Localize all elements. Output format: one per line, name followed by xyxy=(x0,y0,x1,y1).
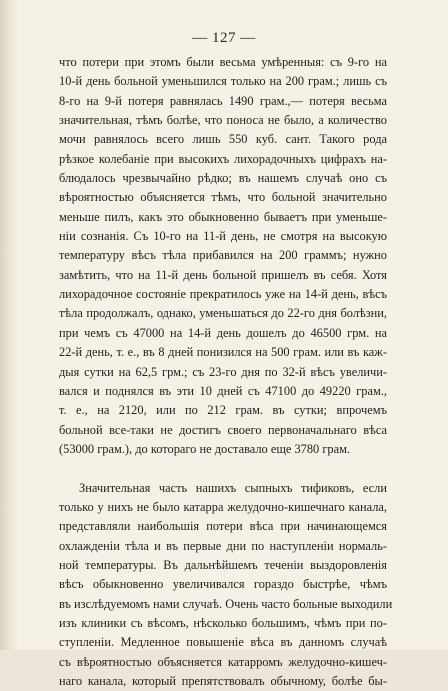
text-line: ной температуры. Въ дальнѣйшемъ теченіи выздоровленія xyxy=(59,557,387,572)
text-line: что потери при этомъ были весьма умѣренныя: съ 9-го на xyxy=(59,55,387,69)
body-text xyxy=(59,53,393,691)
text-line: наго канала, который препятствовалъ обычному, болѣе бы- xyxy=(59,674,387,688)
text-line: изъ клиники съ вѣсомъ, нѣсколько большимъ, чѣмъ при по- xyxy=(59,615,387,630)
page-number: — 127 — xyxy=(192,30,256,46)
text-line: охлажденіи тѣла и въ первые дни по наступленіи нормаль- xyxy=(59,538,387,553)
text-line: значительная, тѣмъ болѣе, что поноса не было, а количество xyxy=(59,113,387,128)
paragraph-1 xyxy=(59,53,387,459)
text-line: замѣтить, что на 11-й день больной пришелъ въ себя. Хотя xyxy=(59,267,387,282)
text-line: (53000 грам.), до котораго не доставало еще 3780 грам. xyxy=(59,441,351,456)
text-line: 10-й день больной уменьшился только на 200 грам.; лишь съ xyxy=(59,74,387,89)
text-line: дыя сутки на 62,5 грм.; съ 23-го дня по 32-й вѣсъ увеличи- xyxy=(59,364,387,379)
text-line: только у нихъ не было катарра желудочно-кишечнаго канала, xyxy=(59,499,387,514)
text-line: больной все-таки не достигъ своего первоначальнаго вѣса xyxy=(59,422,387,437)
text-line: Значительная часть нашихъ сыпныхъ тификовъ, если xyxy=(79,480,387,495)
text-line: при чемъ съ 47000 на 14-й день дошелъ до 46500 грм. на xyxy=(59,325,387,340)
text-line: рѣзкое колебаніе при высокихъ лихорадочныхъ цифрахъ на- xyxy=(59,151,387,166)
text-line: вѣроятностью объясняется тѣмъ, что больной значительно xyxy=(59,190,387,205)
paragraph-spacer xyxy=(59,459,387,478)
text-line: вался и поднялся въ эти 10 дней съ 47100 до 49220 грам., xyxy=(59,383,387,398)
paragraph-2 xyxy=(59,479,393,691)
text-line: тѣла продолжалъ, однако, уменьшаться до 22-го дня болѣзни, xyxy=(59,306,387,321)
binding-gutter xyxy=(0,0,18,650)
text-line: блюдалось чрезвычайно рѣдко; въ нашемъ случаѣ оно съ xyxy=(59,171,387,186)
text-line: лихорадочное состояніе прекратилось уже на 14-й день, вѣсъ xyxy=(59,287,387,302)
text-line: ступленіи. Медленное повышеніе вѣса въ данномъ случаѣ xyxy=(59,635,387,650)
text-line: съ вѣроятностью объясняется катарромъ желудочно-кишеч- xyxy=(59,654,387,669)
text-line: мочи равнялось всего лишь 550 куб. сант. Такого рода xyxy=(59,132,387,147)
text-line: т. е., на 2120, или по 212 грам. въ сутки; впрочемъ xyxy=(59,403,387,418)
text-line: ніи сознанія. Съ 10-го на 11-й день, не смотря на высокую xyxy=(59,229,387,244)
text-line: 8-го на 9-й потеря равнялась 1490 грам.,— потеря весьма xyxy=(59,93,387,108)
text-line: вѣсъ обыкновенно увеличивался гораздо быстрѣе, чѣмъ xyxy=(59,577,387,592)
text-line: температуру вѣсъ тѣла прибавился на 200 граммъ; нужно xyxy=(59,248,387,263)
text-line: 22-й день, т. е., въ 8 дней понизился на 500 грам. или въ каж- xyxy=(59,345,387,360)
text-line: представляли наибольшія потери вѣса при начинающемся xyxy=(59,519,387,534)
text-line: меньше пилъ, какъ это обыкновенно бываетъ при уменьше- xyxy=(59,209,387,224)
text-line: въ изслѣдуемомъ нами случаѣ. Очень часто больные выходили xyxy=(59,596,393,611)
